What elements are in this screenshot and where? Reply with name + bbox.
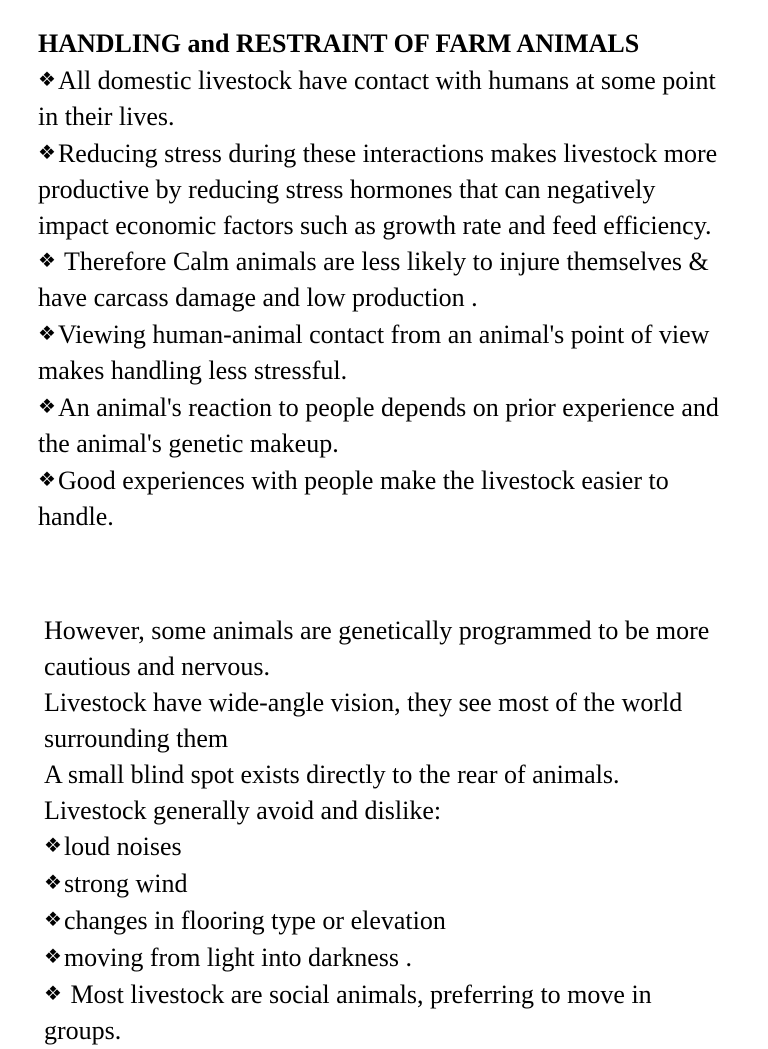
bullet-text: All domestic livestock have contact with humans at some point in their lives.	[38, 65, 716, 131]
bullet-text: Reducing stress during these interactions makes livestock more productive by reducing stress hormones that can negatively impact economic factors such as growth rate and feed efficiency.	[38, 138, 718, 240]
diamond-bullet-icon: ❖	[44, 907, 62, 932]
bullet-text: Most livestock are social animals, preferring to move in groups.	[44, 980, 652, 1045]
diamond-bullet-icon: ❖	[44, 870, 62, 895]
paragraph: Livestock have wide-angle vision, they see most of the world surrounding them	[44, 687, 683, 753]
diamond-bullet-icon: ❖	[38, 139, 56, 164]
bullet-text: An animal's reaction to people depends on prior experience and the animal's genetic makeup.	[38, 393, 719, 458]
bullet-item	[38, 316, 728, 389]
document-title: HANDLING and RESTRAINT OF FARM ANIMALS	[38, 29, 640, 58]
bullet-item	[38, 389, 728, 462]
bullet-text: Viewing human-animal contact from an animal's point of view makes handling less stressful.	[38, 320, 710, 386]
section-intro	[38, 26, 728, 535]
diamond-bullet-icon: ❖	[38, 66, 56, 91]
bullet-item	[44, 976, 734, 1049]
bullet-item	[38, 462, 728, 535]
diamond-bullet-icon: ❖	[38, 394, 56, 419]
bullet-text: Good experiences with people make the livestock easier to handle.	[38, 465, 669, 531]
bullet-text: strong wind	[63, 869, 188, 899]
bullet-text: moving from light into darkness .	[63, 943, 413, 973]
section-behavior	[44, 613, 734, 1049]
diamond-bullet-icon: ❖	[44, 833, 62, 858]
bullet-item	[44, 865, 734, 902]
bullet-text: Therefore Calm animals are less likely to injure themselves & have carcass damage and low production .	[38, 247, 709, 313]
paragraph: Livestock generally avoid and dislike:	[44, 795, 442, 825]
bullet-item	[38, 135, 728, 244]
bullet-text: loud noises	[63, 832, 182, 862]
bullet-item	[44, 828, 734, 865]
diamond-bullet-icon: ❖	[38, 321, 56, 346]
diamond-bullet-icon: ❖	[38, 248, 56, 273]
paragraph: However, some animals are genetically programmed to be more cautious and nervous.	[44, 616, 710, 681]
diamond-bullet-icon: ❖	[44, 944, 62, 969]
bullet-item	[44, 902, 734, 939]
paragraph: A small blind spot exists directly to the rear of animals.	[44, 759, 620, 789]
bullet-text: changes in flooring type or elevation	[63, 906, 446, 936]
bullet-item	[38, 62, 728, 135]
bullet-item	[44, 939, 734, 976]
bullet-item	[38, 243, 728, 316]
diamond-bullet-icon: ❖	[38, 466, 56, 491]
diamond-bullet-icon: ❖	[44, 981, 62, 1006]
